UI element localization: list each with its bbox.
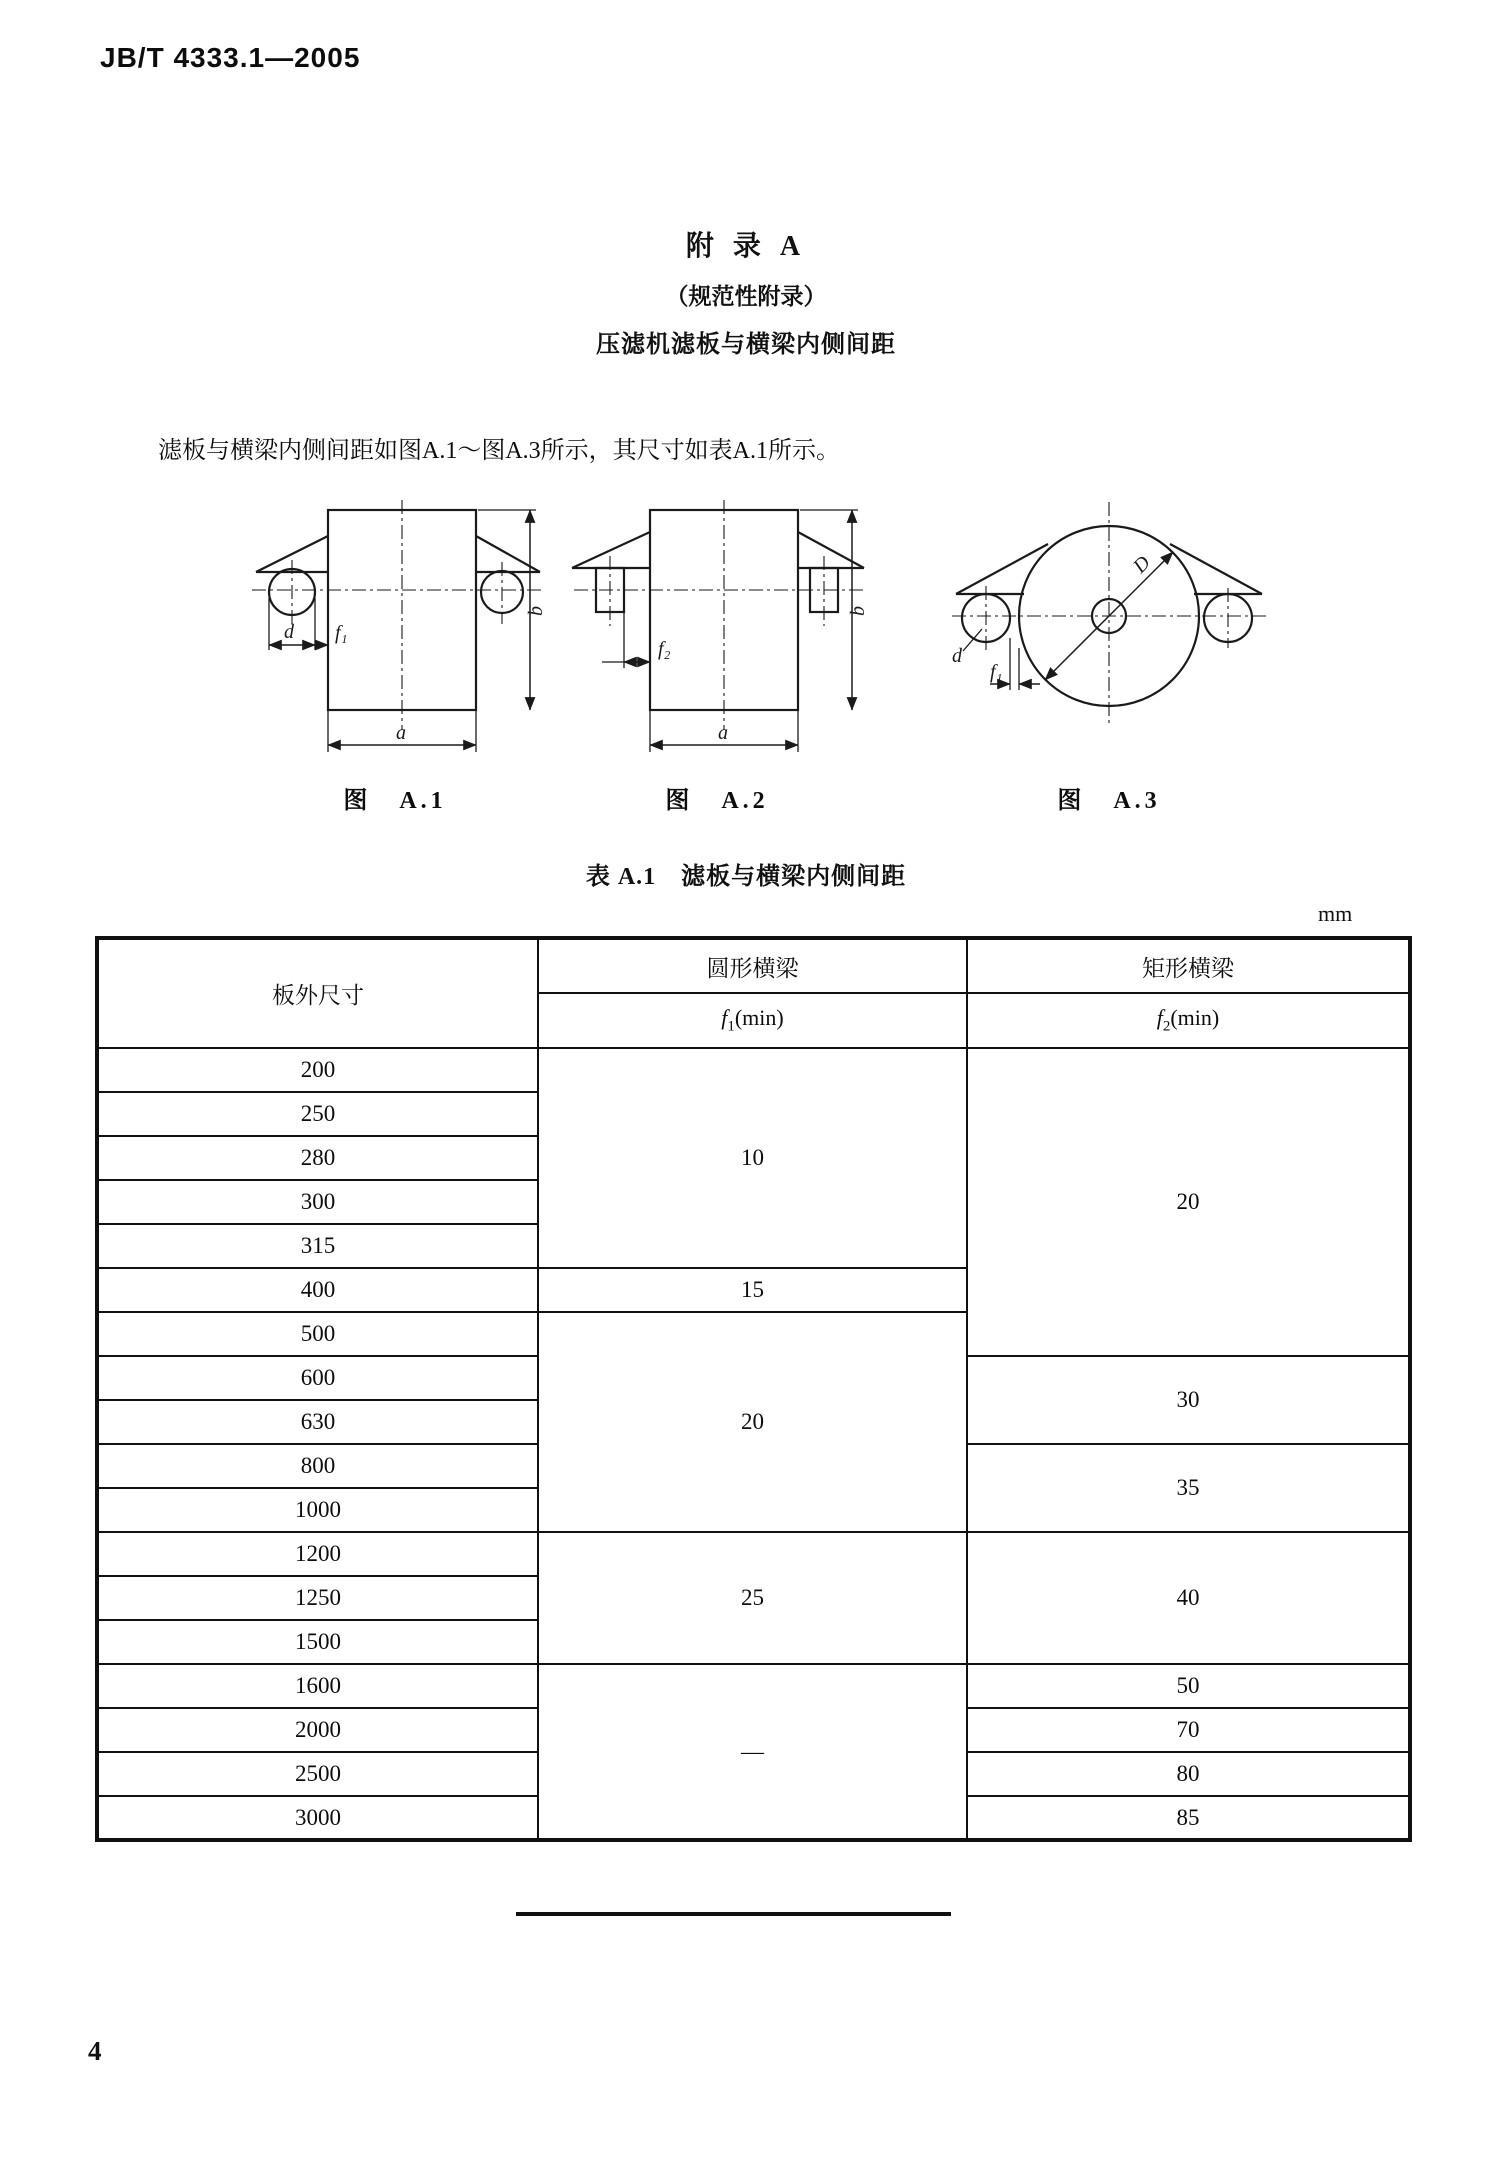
standard-number: JB/T 4333.1—2005 — [100, 42, 361, 73]
dim-label-f1: f₁ — [335, 622, 348, 644]
plate-size-cell: 300 — [97, 1180, 538, 1224]
appendix-heading: 压滤机滤板与横梁内侧间距 — [596, 332, 896, 358]
unit-label: mm — [1318, 901, 1353, 926]
f1-value-cell: 15 — [538, 1268, 967, 1312]
dim-label-d: d — [284, 621, 294, 643]
figure-a1 — [240, 498, 550, 815]
appendix-title-block — [0, 224, 1492, 359]
appendix-type: （规范性附录） — [665, 284, 827, 309]
spacing-table — [95, 936, 1412, 1842]
dim-label-a: a — [718, 722, 728, 744]
f2-value-cell: 30 — [967, 1356, 1410, 1444]
plate-size-cell: 1250 — [97, 1576, 538, 1620]
figure-a2-caption: 图 A.2 — [665, 788, 769, 814]
figure-a2-drawing — [562, 498, 872, 768]
figure-a2 — [562, 498, 872, 815]
plate-size-cell: 630 — [97, 1400, 538, 1444]
table-row — [97, 1048, 1410, 1092]
plate-size-cell: 315 — [97, 1224, 538, 1268]
plate-size-cell: 200 — [97, 1048, 538, 1092]
plate-size-cell: 1600 — [97, 1664, 538, 1708]
dim-label-D: D — [1128, 551, 1155, 578]
table-header-row-1 — [97, 938, 1410, 993]
plate-size-cell: 1500 — [97, 1620, 538, 1664]
f2-value-cell: 70 — [967, 1708, 1410, 1752]
f2-value-cell: 35 — [967, 1444, 1410, 1532]
table-row — [97, 1532, 1410, 1576]
plate-size-cell: 1200 — [97, 1532, 538, 1576]
dim-label-a: a — [396, 722, 406, 744]
table-row — [97, 1664, 1410, 1708]
dim-label-f1: f₁ — [990, 661, 1003, 683]
subheader-f1-min: $f_1(\min)$ — [538, 993, 967, 1048]
f2-value-cell: 20 — [967, 1048, 1410, 1356]
plate-size-cell: 600 — [97, 1356, 538, 1400]
f1-value-cell: — — [538, 1664, 967, 1840]
subheader-f2-min: $f_2(\min)$ — [967, 993, 1410, 1048]
plate-size-cell: 800 — [97, 1444, 538, 1488]
figure-a3-drawing — [944, 498, 1274, 768]
intro-paragraph: 滤板与横梁内侧间距如图A.1～图A.3所示，其尺寸如表A.1所示。 — [158, 438, 840, 464]
f1-value-cell: 25 — [538, 1532, 967, 1664]
plate-size-cell: 500 — [97, 1312, 538, 1356]
f2-value-cell: 85 — [967, 1796, 1410, 1840]
f2-value-cell: 80 — [967, 1752, 1410, 1796]
dim-label-b: b — [847, 606, 869, 616]
f1-value-cell: 10 — [538, 1048, 967, 1268]
col-header-plate-size: 板外尺寸 — [97, 938, 538, 1048]
plate-size-cell: 3000 — [97, 1796, 538, 1840]
col-header-rectangular-beam: 矩形横梁 — [967, 938, 1410, 993]
end-of-document-line — [516, 1912, 951, 1916]
col-header-circular-beam: 圆形横梁 — [538, 938, 967, 993]
table-title: 表 A.1 滤板与横梁内侧间距 — [585, 864, 907, 890]
figure-a3 — [944, 498, 1274, 815]
plate-size-cell: 400 — [97, 1268, 538, 1312]
dim-label-b: b — [525, 606, 547, 616]
figure-a1-drawing — [240, 498, 550, 768]
dim-label-d: d — [952, 645, 962, 667]
f2-value-cell: 50 — [967, 1664, 1410, 1708]
plate-size-cell: 1000 — [97, 1488, 538, 1532]
spacing-table-body — [97, 1048, 1410, 1840]
f1-value-cell: 20 — [538, 1312, 967, 1532]
appendix-title: 附 录 A — [685, 231, 807, 262]
page-number: 4 — [88, 2036, 102, 2066]
plate-size-cell: 2000 — [97, 1708, 538, 1752]
figure-a1-caption: 图 A.1 — [343, 788, 447, 814]
plate-size-cell: 2500 — [97, 1752, 538, 1796]
plate-size-cell: 280 — [97, 1136, 538, 1180]
f2-value-cell: 40 — [967, 1532, 1410, 1664]
dim-label-f2: f₂ — [658, 638, 671, 660]
figures-row — [190, 498, 1274, 815]
plate-size-cell: 250 — [97, 1092, 538, 1136]
figure-a3-caption: 图 A.3 — [1057, 788, 1161, 814]
